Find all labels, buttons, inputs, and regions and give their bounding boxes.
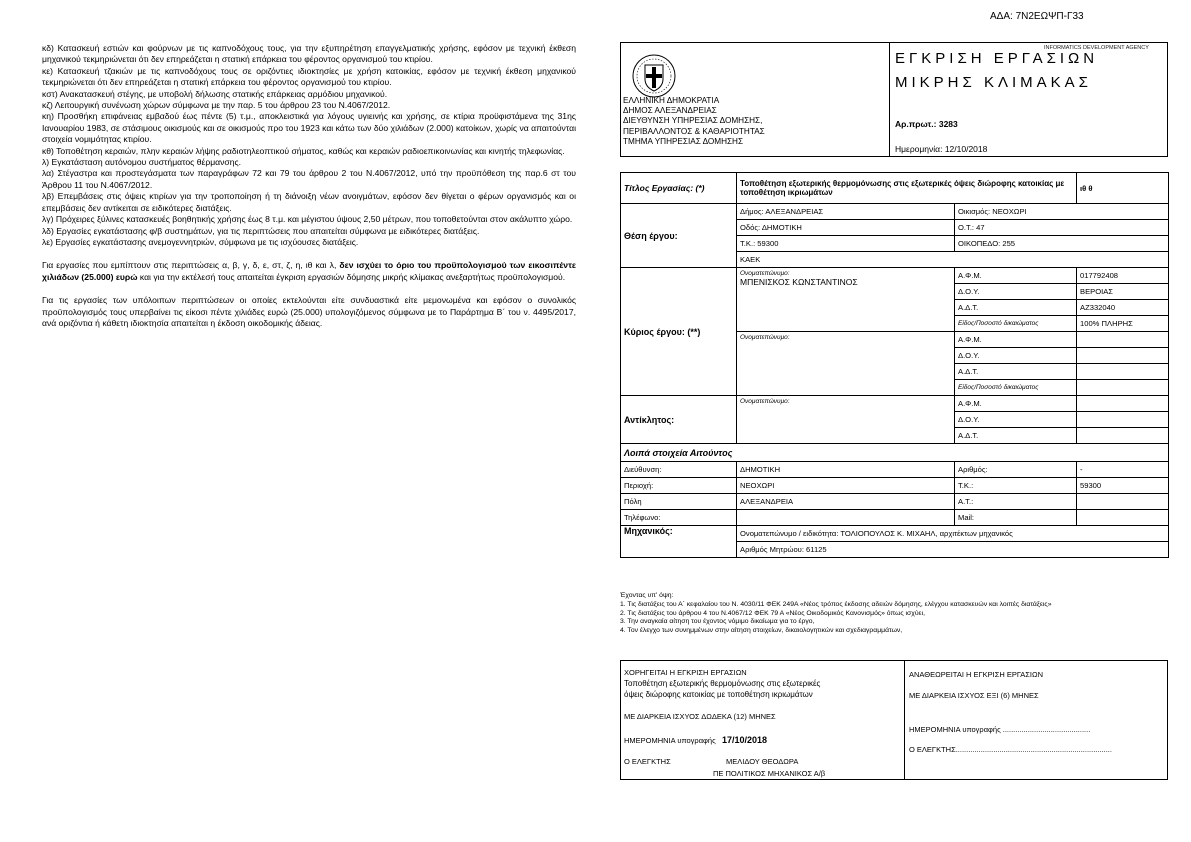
- work-title-label: Τίτλος Εργασίας: (*): [621, 173, 737, 204]
- work-details-table: [620, 172, 1169, 558]
- location-plot: ΟΙΚΟΠΕΔΟ: 255: [955, 236, 1169, 252]
- paragraph-le: λε) Εργασίες εγκατάστασης ανεμογεννητριών, σύμφωνα με τις ισχύουσες διατάξεις.: [42, 236, 359, 247]
- paragraph-budget-limit: Για τις εργασίες των υπόλοιπων περιπτώσεων οι οποίες εκτελούνται είτε συνδυαστικά είτε μεμονωμένα και εφόσον ο συνολικός προϋπολογισμός τους υπερβαίνει τις είκοσι πέντε χιλιάδες ευρώ (25.000) υπολογιζόμενος σύμφωνα με το Παράρτημα Β΄ του ν. 4495/2017, ανά οριζόντια ή κάθετη ιδιοκτησία απαιτείται η έκδοση οικοδομικής άδειας.: [42, 295, 576, 328]
- location-kaek: ΚΑΕΚ: [737, 252, 1169, 268]
- protocol-date: Ημερομηνία: 12/10/2018: [895, 144, 988, 154]
- approval-inspector-title: ΠΕ ΠΟΛΙΤΙΚΟΣ ΜΗΧΑΝΙΚΟΣ Α/β: [713, 769, 826, 778]
- table-row: [621, 173, 1169, 204]
- owner-rights-label: Είδος/Ποσοστό δικαιώματος: [955, 316, 1077, 332]
- table-row: [621, 204, 1169, 220]
- representative-name: Ονοματεπώνυμο:: [737, 396, 955, 444]
- table-row: Διεύθυνση: ΔΗΜΟΤΙΚΗ Αριθμός: -: [621, 462, 1169, 478]
- table-row: Δ.Ο.Υ.: [621, 348, 1169, 364]
- approval-description-2: όψεις διώροφης κατοικίας με τοποθέτηση ικριωμάτων: [624, 690, 813, 699]
- table-row: Ονοματεπώνυμο: Α.Φ.Μ.: [621, 332, 1169, 348]
- applicant-address: ΔΗΜΟΤΙΚΗ: [737, 462, 955, 478]
- work-cases: ιθ θ: [1077, 173, 1169, 204]
- document-title: ΕΓΚΡΙΣΗ ΕΡΓΑΣΙΩΝ ΜΙΚΡΗΣ ΚΛΙΜΑΚΑΣ: [895, 50, 1099, 91]
- representative-label: Αντίκλητος:: [621, 396, 737, 444]
- paragraph-l: λ) Εγκατάσταση αυτόνομου συστήματος θέρμανσης.: [42, 157, 242, 168]
- paragraph-lg: λγ) Πρόχειρες ξύλινες κατασκευές βοηθητικής χρήσης έως 8 τ.μ. και μέγιστου ύψους 2,50 μέτρων, που τοποθετούνται στον ακάλυπτο χώρο.: [42, 214, 573, 225]
- paragraph-kst: κστ) Ανακατασκευή στέγης, με υποβολή δήλωσης στατικής επάρκειας αρμόδιου μηχανικού.: [42, 88, 388, 99]
- location-postal: Τ.Κ.: 59300: [737, 236, 955, 252]
- applicant-city: ΑΛΕΞΑΝΔΡΕΙΑ: [737, 494, 955, 510]
- location-settlement: Οικισμός: ΝΕΟΧΩΡΙ: [955, 204, 1169, 220]
- table-row: Πόλη ΑΛΕΞΑΝΔΡΕΙΑ Α.Τ.:: [621, 494, 1169, 510]
- engineer-name: Ονοματεπώνυμο / ειδικότητα: ΤΟΛΙΟΠΟΥΛΟΣ Κ. ΜΙΧΑΗΛ, αρχιτέκτων μηχανικός: [737, 526, 1169, 542]
- owner-adt-label: Α.Δ.Τ.: [955, 300, 1077, 316]
- owner-doy: ΒΕΡΟΙΑΣ: [1077, 284, 1169, 300]
- table-row: Αντίκλητος: Ονοματεπώνυμο: Α.Φ.Μ.: [621, 396, 1169, 412]
- applicant-number: -: [1077, 462, 1169, 478]
- paragraph-lb: λβ) Επεμβάσεις στις όψεις κτιρίων για την τροποποίηση ή τη διάνοιξη νέων ανοιγμάτων, εφόσον δεν θίγεται ο φέρων οργανισμός και οι επεμβάσεις δεν αντίκειται σε ειδικότερες διατάξεις.: [42, 191, 576, 213]
- owner-afm-label: Α.Φ.Μ.: [955, 268, 1077, 284]
- table-row: [621, 444, 1169, 462]
- table-row: [621, 526, 1169, 542]
- table-row: Α.Δ.Τ.: [621, 428, 1169, 444]
- renewal-title: ΑΝΑΘΕΩΡΕΙΤΑΙ Η ΕΓΚΡΙΣΗ ΕΡΓΑΣΙΩΝ: [909, 670, 1044, 679]
- paragraph-kh: κη) Προσθήκη επιφάνειας εμβαδού έως πέντε (5) τ.μ., αποκλειστικά για λόγους υγιεινής και χρήσης, σε κτίρια προϋφιστάμενα της 31ης Ιανουαρίου 1983, σε στάσιμους οικισμούς και σε οικισμούς προ του 1923 και κάτω των δύο χιλιάδων (2.000) κατοίκων, χωρίς να απαιτούνται στοιχεία νομιμότητας κτιρίου.: [42, 111, 576, 145]
- location-street: Οδός: ΔΗΜΟΤΙΚΗ: [737, 220, 955, 236]
- paragraph-la: λα) Στέγαστρα και προστεγάσματα των παραγράφων 72 και 79 του άρθρου 2 του Ν.4067/2012, υπό την προϋπόθεση της παρ.6 στ του Άρθρου 11 του Ν.4067/2012.: [42, 168, 576, 190]
- ada-code: ΑΔΑ: 7Ν2ΕΩΨΠ-Γ33: [990, 11, 1084, 22]
- approval-granted: ΧΟΡΗΓΕΙΤΑΙ Η ΕΓΚΡΙΣΗ ΕΡΓΑΣΙΩΝ: [624, 668, 747, 677]
- paragraph-kz: κζ) Λειτουργική συνένωση χώρων σύμφωνα με την παρ. 5 του άρθρου 23 του Ν.4067/2012.: [42, 100, 391, 111]
- issuing-authority: ΕΛΛΗΝΙΚΗ ΔΗΜΟΚΡΑΤΙΑ ΔΗΜΟΣ ΑΛΕΞΑΝΔΡΕΙΑΣ ΔΙΕΥΘΥΝΣΗ ΥΠΗΡΕΣΙΑΣ ΔΟΜΗΣΗΣ, ΠΕΡΙΒΑΛΛΟΝΤΟΣ & ΚΑΘΑΡΙΟΤΗΤΑΣ ΤΜΗΜΑ ΥΠΗΡΕΣΙΑΣ ΔΟΜΗΣΗΣ: [623, 96, 765, 146]
- owner-afm: 017792408: [1077, 268, 1169, 284]
- table-row: Είδος/Ποσοστό δικαιώματος: [621, 380, 1169, 396]
- protocol-number: Αρ.πρωτ.: 3283: [895, 119, 958, 129]
- table-row: Α.Δ.Τ.: [621, 364, 1169, 380]
- location-label: Θέση έργου:: [621, 204, 737, 268]
- table-row: Δ.Ο.Υ.: [621, 412, 1169, 428]
- owner-doy-label: Δ.Ο.Υ.: [955, 284, 1077, 300]
- paragraph-budget-exception: Για εργασίες που εμπίπτουν στις περιπτώσεις α, β, γ, δ, ε, στ, ζ, η, ιθ και λ, δεν ισχύει το όριο του προϋπολογισμού των εικοσιπέντε χιλιάδων (25.000) ευρώ και για την εκτέλεσή τους απαιτείται έγκριση εργασιών δόμησης μικρής κλίμακας ανεξαρτήτως προϋπολογισμού.: [42, 260, 576, 282]
- renewal-validity: ΜΕ ΔΙΑΡΚΕΙΑ ΙΣΧΥΟΣ ΕΞΙ (6) ΜΗΝΕΣ: [909, 691, 1039, 700]
- paragraph-kth: κθ) Τοποθέτηση κεραιών, πλην κεραιών λήψης ραδιοτηλεοπτικού σήματος, καθώς και κεραιών ραδιοεπικοινωνίας και κινητής τηλεφωνίας.: [42, 145, 565, 156]
- owner-rights: 100% ΠΛΗΡΗΣ: [1077, 316, 1169, 332]
- applicant-area: ΝΕΟΧΩΡΙ: [737, 478, 955, 494]
- table-row: [621, 268, 1169, 284]
- approval-validity: ΜΕ ΔΙΑΡΚΕΙΑ ΙΣΧΥΟΣ ΔΩΔΕΚΑ (12) ΜΗΝΕΣ: [624, 712, 776, 721]
- approval-inspector-name: ΜΕΛΙΔΟΥ ΘΕΟΔΩΡΑ: [726, 757, 799, 766]
- location-municipality: Δήμος: ΑΛΕΞΑΝΔΡΕΙΑΣ: [737, 204, 955, 220]
- applicant-tk: 59300: [1077, 478, 1169, 494]
- owner-2: Ονοματεπώνυμο:: [737, 332, 955, 396]
- engineer-label: Μηχανικός:: [621, 526, 737, 558]
- owner-label: Κύριος έργου: (**): [621, 268, 737, 396]
- renewal-inspector: Ο ΕΛΕΓΚΤΗΣ...........................................................................: [909, 745, 1112, 754]
- paragraph-kd: κδ) Κατασκευή εστιών και φούρνων με τις καπνοδόχους τους, για την εξυπηρέτηση επαγγελματικής χρήσης, εφόσον με τεχνική έκθεση μηχανικού τεκμηριώνεται ότι δεν επηρεάζεται η στατική επάρκεια του φέροντος οργανισμού του κτιρίου.: [42, 43, 576, 65]
- table-row: Τηλέφωνο: Mail:: [621, 510, 1169, 526]
- approval-box: [620, 660, 1168, 780]
- paragraph-ld: λδ) Εργασίες εγκατάστασης φ/β συστημάτων, για τις περιπτώσεις που απαιτείται σύμφωνα με ειδικότερες διατάξεις.: [42, 225, 480, 236]
- work-title-value: Τοποθέτηση εξωτερικής θερμομόνωσης στις εξωτερικές όψεις διώροφης κατοικίας με τοποθέτηση ικριωμάτων: [737, 173, 1077, 204]
- document-header: [620, 42, 1168, 157]
- greek-emblem-icon: [631, 53, 677, 99]
- engineer-registry: Αριθμός Μητρώου: 61125: [737, 542, 1169, 558]
- owner-adt: ΑΖ332040: [1077, 300, 1169, 316]
- legal-notes: Έχοντας υπ' όψη: 1. Τις διατάξεις του Α΄ κεφαλαίου του Ν. 4030/11 ΦΕΚ 249Α «Νέος τρόπος έκδοσης αδειών δόμησης, ελέγχου κατασκευών και λοιπές διατάξεις» 2. Τις διατάξεις του άρθρου 4 του Ν.4067/12 ΦΕΚ 79 Α «Νέος Οικοδομικός Κανονισμός» όπως ισχύει, 3. Την αναγκαία αίτηση του έχοντος νόμιμο δικαίωμα για το έργο, 4. Τον έλεγχο των συνημμένων στην αίτηση στοιχείων, δικαιολογητικών και σχεδιαγραμμάτων,: [620, 592, 1052, 635]
- approval-sign-date: ΗΜΕΡΟΜΗΝΙΑ υπογραφής 17/10/2018: [624, 735, 767, 745]
- approval-inspector-label: Ο ΕΛΕΓΚΤΗΣ: [624, 757, 671, 766]
- approval-description-1: Τοποθέτηση εξωτερικής θερμομόνωσης στις εξωτερικές: [624, 679, 821, 688]
- location-block: Ο.Τ.: 47: [955, 220, 1169, 236]
- left-text-column: [42, 43, 576, 329]
- table-row: Περιοχή: ΝΕΟΧΩΡΙ Τ.Κ.: 59300: [621, 478, 1169, 494]
- agency-stamp: INFORMATICS DEVELOPMENT AGENCY: [1044, 45, 1149, 51]
- paragraph-ke: κε) Κατασκευή τζακιών με τις καπνοδόχους τους σε οριζόντιες ιδιοκτησίες με χρήση κατοικίας, εφόσον με τεχνική έκθεση μηχανικού τεκμηριώνεται ότι δεν επηρεάζεται η στατική επάρκεια του φέροντος οργανισμού του κτιρίου.: [42, 65, 576, 88]
- applicant-section-title: Λοιπά στοιχεία Αιτούντος: [621, 444, 1169, 462]
- owner-1: Ονοματεπώνυμο: ΜΠΕΝΙΣΚΟΣ ΚΩΝΣΤΑΝΤΙΝΟΣ: [737, 268, 955, 332]
- renewal-date: ΗΜΕΡΟΜΗΝΙΑ υπογραφής ..........................................: [909, 725, 1091, 734]
